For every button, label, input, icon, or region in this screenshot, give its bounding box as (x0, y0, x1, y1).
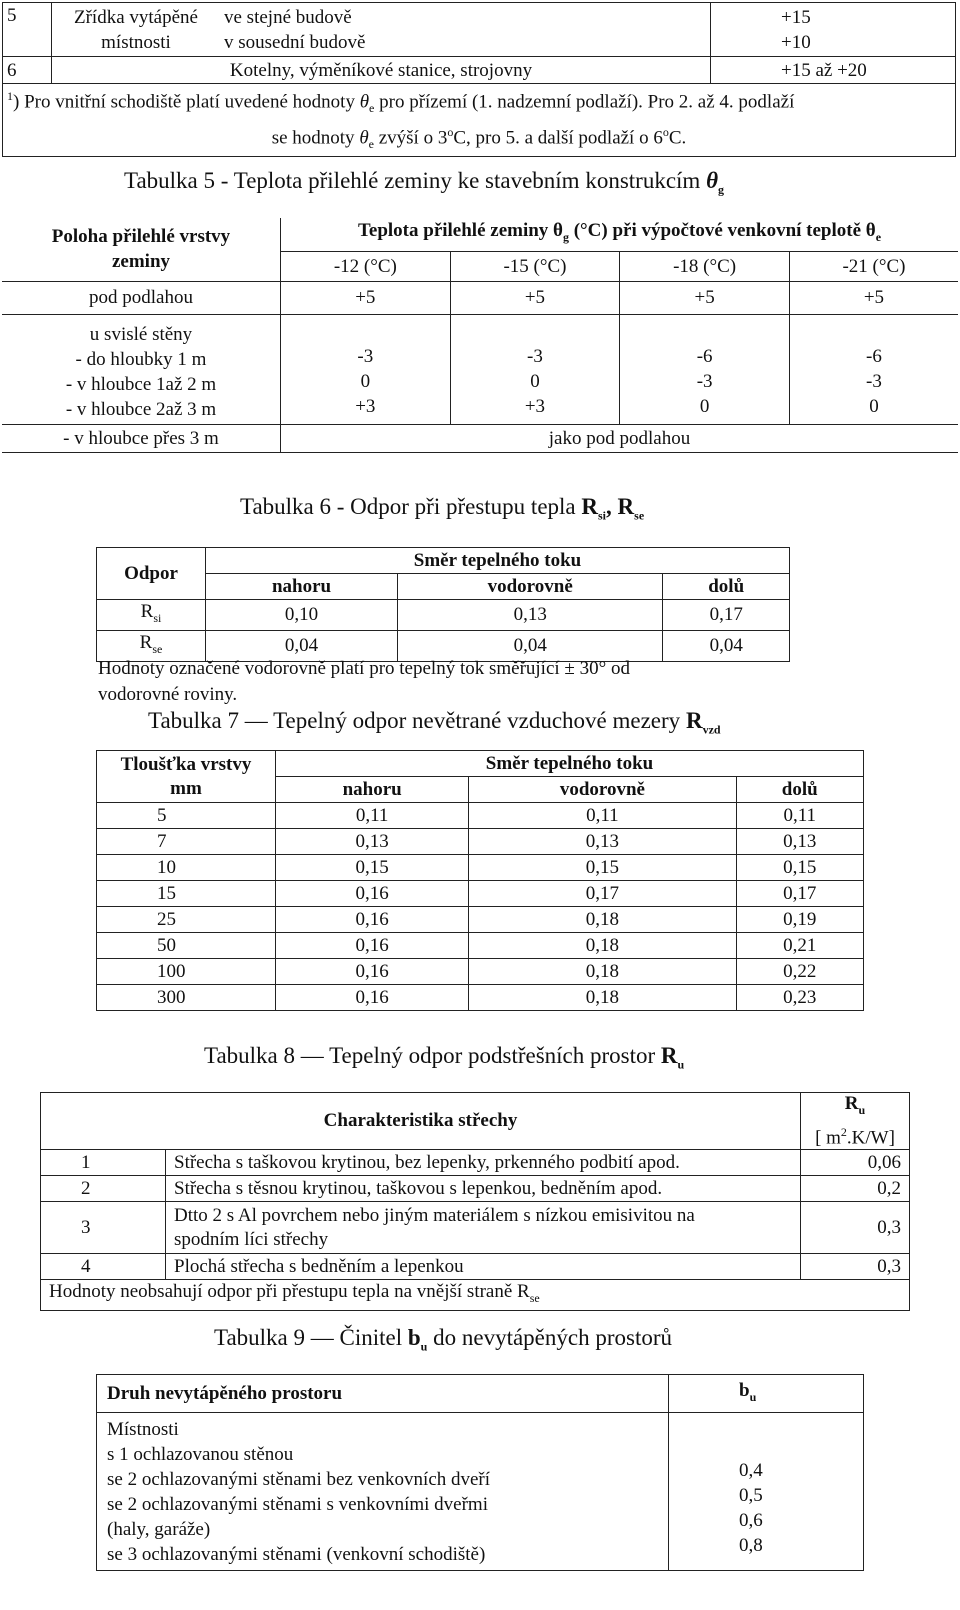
header-text: Teplota přilehlé zeminy θ (357, 220, 563, 242)
row-number: 1 (41, 1150, 166, 1176)
footnote-text: zvýší o 3 (373, 127, 448, 149)
table8-body (41, 1150, 910, 1280)
header-symbol: b (739, 1379, 750, 1401)
row-label: - v hloubce přes 3 m (2, 424, 281, 452)
caption-sub: u (677, 1057, 685, 1072)
table-row (97, 829, 864, 855)
header-sub: u (749, 1389, 757, 1404)
row-number: 2 (41, 1176, 166, 1202)
note-row (41, 1280, 910, 1311)
column-header: Druh nevytápěného prostoru (97, 1375, 669, 1413)
cell-value: 0,23 (736, 985, 863, 1011)
theta-symbol: θ (706, 168, 719, 193)
table-row (97, 881, 864, 907)
caption-text: Tabulka 9 — Činitel (214, 1325, 408, 1350)
cell-value: 0,15 (736, 855, 863, 881)
cell-value: 0,17 (736, 881, 863, 907)
table7-body (97, 803, 864, 1011)
degree-mark: o (662, 125, 669, 140)
thickness-cell: 300 (97, 985, 276, 1011)
table6-caption (240, 494, 644, 524)
cell-value: 0,19 (736, 907, 863, 933)
row-description: Střecha s taškovou krytinou, bez lepenky, prkenného podbití apod. (166, 1150, 801, 1176)
column-header: Tloušťka vrstvy mm (97, 751, 276, 803)
footnote-text: ) Pro vnitřní schodiště platí uvedené hodnoty (13, 91, 360, 113)
cell-value: 0,17 (469, 881, 736, 907)
caption-sub: se (634, 508, 645, 523)
cell-value: +5 (620, 281, 790, 314)
table8 (40, 1092, 910, 1311)
table-row (41, 1202, 910, 1254)
table-row (2, 314, 958, 424)
table-row (41, 1254, 910, 1280)
thickness-cell: 100 (97, 959, 276, 985)
cell-value: 0,13 (398, 600, 663, 631)
column-header: nahoru (206, 574, 398, 600)
cell-value: 0,13 (736, 829, 863, 855)
column-header: dolů (736, 777, 863, 803)
header-sub: e (875, 230, 882, 245)
table-row (2, 424, 958, 452)
cell-value: 0,11 (469, 803, 736, 829)
cell-value: 0,18 (469, 959, 736, 985)
caption-symbol: R (660, 1043, 678, 1068)
footnote-mark: 1 (7, 89, 13, 103)
caption-text: do nevytápěných prostorů (427, 1325, 672, 1350)
cell-value: +5 (450, 281, 620, 314)
footnote-text: C, pro 5. a další podlaží o 6 (453, 127, 663, 149)
cell-value: 0,10 (206, 600, 398, 631)
caption-text: Tabulka 5 - Teplota přilehlé zeminy ke stavebním konstrukcím (124, 168, 707, 193)
caption-symbol: R (685, 708, 703, 733)
row-number: 6 (3, 57, 52, 84)
header-symbol: R (844, 1093, 859, 1114)
value-header (801, 1093, 910, 1150)
column-header: Charakteristika střechy (41, 1093, 801, 1150)
cell-value: 0,04 (663, 630, 790, 661)
note-text: Hodnoty neobsahují odpor při přestupu tepla na vnější straně R (49, 1281, 530, 1303)
cell-value: 0,04 (398, 630, 663, 661)
cell-value: 0,16 (276, 985, 469, 1011)
table7 (96, 750, 864, 1011)
thickness-cell: 5 (97, 803, 276, 829)
cell-value: -6 -3 0 (789, 314, 958, 424)
cell-value: 0,16 (276, 881, 469, 907)
row-symbol: R (139, 631, 153, 653)
footnote-sub: e (369, 101, 375, 116)
column-header: vodorovně (469, 777, 736, 803)
caption-text: Tabulka 6 - Odpor při přestupu tepla (240, 494, 582, 519)
cell-value: -3 0 +3 (281, 314, 451, 424)
row-sub: se (152, 641, 163, 656)
row-description: Střecha s těsnou krytinou, taškovou s lepenkou, bedněním apod. (166, 1176, 801, 1202)
row-number: 4 (41, 1254, 166, 1280)
group-header: Směr tepelného toku (276, 751, 864, 777)
caption-symbol: b (407, 1325, 421, 1350)
cell-value: -3 0 +3 (450, 314, 620, 424)
thickness-cell: 7 (97, 829, 276, 855)
table-header-row (97, 751, 864, 777)
cell-value: 0,17 (663, 600, 790, 631)
caption-sub: g (718, 182, 725, 197)
group-header (281, 218, 959, 251)
degree-mark: o (447, 125, 454, 140)
cell-value: 0,21 (736, 933, 863, 959)
table-row (97, 803, 864, 829)
column-header: -21 (°C) (789, 251, 958, 281)
table-row (97, 985, 864, 1011)
cell-value: 0,16 (276, 959, 469, 985)
table5 (2, 218, 958, 453)
table9-caption (214, 1325, 672, 1355)
row-number: 5 (3, 3, 52, 57)
row-label: u svislé stěny - do hloubky 1 m - v hloubce 1až 2 m - v hloubce 2až 3 m (2, 314, 281, 424)
theta-symbol: θ (359, 91, 370, 113)
row-value: +15 až +20 (711, 57, 956, 84)
row-name: Kotelny, výměníkové stanice, strojovny (52, 57, 711, 84)
caption-text: Tabulka 7 — Tepelný odpor nevětrané vzduchové mezery (148, 708, 686, 733)
table-header-row (2, 218, 958, 251)
cell-value: 0,3 (801, 1254, 910, 1280)
row-description: Plochá střecha s bedněním a lepenkou (166, 1254, 801, 1280)
cell-value: 0,15 (276, 855, 469, 881)
row-symbol: R (140, 601, 154, 622)
cell-value: 0,13 (276, 829, 469, 855)
table-row (41, 1176, 910, 1202)
column-header: -15 (°C) (450, 251, 620, 281)
row-description: Dtto 2 s Al povrchem nebo jiným materiálem s nízkou emisivitou na spodním líci střechy (166, 1202, 801, 1254)
table9 (96, 1374, 864, 1571)
cell-value: -6 -3 0 (620, 314, 790, 424)
table-row (97, 1413, 864, 1571)
table8-note (41, 1280, 910, 1311)
footnote (3, 84, 956, 157)
unit-text: .K/W] (846, 1127, 895, 1149)
column-header: nahoru (276, 777, 469, 803)
footnote-text: se hodnoty (271, 127, 360, 149)
cell-value: 0,18 (469, 933, 736, 959)
row-number: 3 (41, 1202, 166, 1254)
thickness-cell: 10 (97, 855, 276, 881)
row-sub: si (153, 610, 162, 625)
caption-symbol: R (581, 494, 599, 519)
column-header: dolů (663, 574, 790, 600)
thickness-cell: 25 (97, 907, 276, 933)
note-sub: se (529, 1290, 540, 1305)
cell-value: 0,18 (469, 907, 736, 933)
footnote-text: C. (668, 127, 687, 149)
caption-text: Tabulka 8 — Tepelný odpor podstřešních prostor (204, 1043, 661, 1068)
table5-caption (124, 168, 724, 198)
row-label (97, 600, 206, 631)
column-header: vodorovně (398, 574, 663, 600)
caption-sub: si (598, 508, 607, 523)
column-header: -18 (°C) (620, 251, 790, 281)
value-list: 0,4 0,5 0,6 0,8 (669, 1413, 864, 1571)
footnote-sub: e (368, 137, 374, 152)
cell-value: 0,13 (469, 829, 736, 855)
cell-value: 0,06 (801, 1150, 910, 1176)
table7-caption (148, 708, 721, 738)
table6-note: Hodnoty označené vodorovně platí pro tepelný tok směřující ± 30° od vodorovné roviny. (98, 658, 630, 705)
cell-value: 0,16 (276, 907, 469, 933)
header-text: (°C) při výpočtové venkovní teplotě θ (568, 220, 876, 242)
cell-value: 0,16 (276, 933, 469, 959)
cell-value: 0,3 (801, 1202, 910, 1254)
group-header: Směr tepelného toku (206, 548, 790, 574)
cell-value: 0,15 (469, 855, 736, 881)
table-row (97, 907, 864, 933)
thickness-cell: 50 (97, 933, 276, 959)
cell-value: 0,04 (206, 630, 398, 661)
table-row (3, 57, 956, 84)
cell-value: +5 (789, 281, 958, 314)
unit-sup: 2 (840, 1124, 847, 1139)
footnote-text: pro přízemí (1. nadzemní podlaží). Pro 2. až 4. podlaží (374, 91, 795, 113)
row-name: Zřídka vytápěné místnosti (52, 3, 221, 57)
cell-value: 0,11 (276, 803, 469, 829)
unit-text: [ m (815, 1127, 841, 1149)
value-header (669, 1375, 864, 1413)
caption-sub: u (420, 1339, 428, 1354)
cell-value: +5 (281, 281, 451, 314)
cell-value: 0,2 (801, 1176, 910, 1202)
caption-symbol: , R (606, 494, 635, 519)
row-values: +15 +10 (711, 3, 956, 57)
table-row (41, 1150, 910, 1176)
column-header: Poloha přilehlé vrstvy zeminy (2, 218, 281, 281)
table-row (97, 600, 790, 631)
table-row (2, 281, 958, 314)
column-header: Odpor (97, 548, 206, 600)
table-row (97, 855, 864, 881)
theta-symbol: θ (359, 127, 369, 149)
top-table (2, 2, 956, 157)
thickness-cell: 15 (97, 881, 276, 907)
cell-value: 0,22 (736, 959, 863, 985)
row-label: pod podlahou (2, 281, 281, 314)
cell-value: 0,11 (736, 803, 863, 829)
caption-sub: vzd (702, 722, 721, 737)
table8-caption (204, 1043, 684, 1073)
category-list: Místnosti s 1 ochlazovanou stěnou se 2 ochlazovanými stěnami bez venkovních dveří se 2 ochlazovanými stěnami s venkovními dveřmi (haly, garáže) se 3 ochlazovanými stěnami (venkovní schodiště) (97, 1413, 669, 1571)
header-sub: g (562, 230, 569, 245)
table-header-row (41, 1093, 910, 1150)
row-locations: ve stejné budově v sousední budově (220, 3, 711, 57)
cell-value: 0,18 (469, 985, 736, 1011)
table-row (3, 3, 956, 57)
table-row (97, 933, 864, 959)
cell-value: jako pod podlahou (281, 424, 959, 452)
header-sub: u (858, 1102, 866, 1117)
table-header-row (97, 548, 790, 574)
footnote-row (3, 84, 956, 157)
table-row (97, 959, 864, 985)
column-header: -12 (°C) (281, 251, 451, 281)
table6 (96, 547, 790, 662)
table-header-row (97, 1375, 864, 1413)
